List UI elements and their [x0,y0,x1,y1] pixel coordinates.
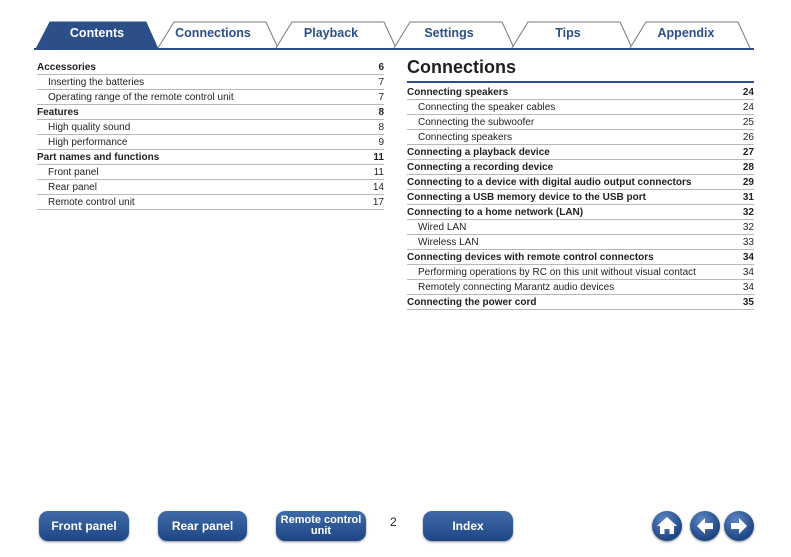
home-icon [652,511,682,541]
toc-label: Remote control unit [48,197,135,208]
toc-page-number: 24 [742,102,754,113]
remote-control-unit-button[interactable] [276,511,366,541]
toc-label: Connecting to a home network (LAN) [407,207,584,218]
toc-page-number: 34 [742,252,754,263]
toc-page-number: 34 [742,282,754,293]
toc-heading-row[interactable] [407,145,754,160]
toc-subitem-row[interactable] [37,90,384,105]
toc-label: Accessories [37,62,96,73]
toc-label: Connecting the power cord [407,297,537,308]
rear-panel-button[interactable] [158,511,247,541]
toc-page-number: 9 [378,137,384,148]
toc-page-number: 32 [742,207,754,218]
toc-heading-row[interactable] [37,60,384,75]
toc-label: Connecting a recording device [407,162,554,173]
toc-label: Connecting the speaker cables [418,102,556,113]
forward-button[interactable] [724,511,754,541]
toc-subitem-row[interactable] [407,100,754,115]
toc-label: Connecting a USB memory device to the USB port [407,192,646,203]
toc-subitem-row[interactable] [407,115,754,130]
toc-subitem-row[interactable] [407,220,754,235]
toc-label: Part names and functions [37,152,160,163]
toc-subitem-row[interactable] [37,135,384,150]
toc-page-number: 25 [742,117,754,128]
toc-subitem-row[interactable] [37,165,384,180]
toc-label: Performing operations by RC on this unit without visual contact [418,267,696,278]
toc-subitem-row[interactable] [407,280,754,295]
toc-subitem-row[interactable] [37,180,384,195]
toc-label: Connecting to a device with digital audio output connectors [407,177,692,188]
toc-page-number: 14 [372,182,384,193]
front-panel-button[interactable] [39,511,129,541]
toc-heading-row[interactable] [407,160,754,175]
toc-heading-row[interactable] [407,250,754,265]
toc-label: Connecting speakers [407,87,509,98]
tab-playback[interactable]: Playback [303,26,359,40]
home-button[interactable] [652,511,682,541]
toc-page-number: 7 [378,77,384,88]
toc-heading-row[interactable] [407,85,754,100]
page-number: 2 [390,515,397,529]
toc-heading-row[interactable] [407,175,754,190]
index-label: Index [452,518,484,533]
toc-label: Features [37,107,79,118]
toc-page-number: 28 [742,162,754,173]
arrow-left-icon [690,511,720,541]
toc-heading-row[interactable] [407,205,754,220]
toc-subitem-row[interactable] [37,195,384,210]
toc-subitem-row[interactable] [37,75,384,90]
toc-heading-row[interactable] [37,150,384,165]
tab-appendix[interactable]: Appendix [657,26,715,40]
toc-label: High quality sound [48,122,131,133]
toc-label: Connecting speakers [418,132,512,143]
toc-label: Wired LAN [418,222,467,233]
toc-page-number: 7 [378,92,384,103]
toc-page-number: 8 [378,122,384,133]
toc-page-number: 17 [372,197,384,208]
toc-page-number: 6 [378,62,384,73]
remote-control-label-line1: Remote control [280,514,362,526]
toc-subitem-row[interactable] [37,120,384,135]
index-button[interactable] [423,511,513,541]
contents-list [37,60,384,210]
toc-page-number: 11 [373,152,384,163]
connections-list [407,85,754,310]
toc-page-number: 11 [373,167,384,178]
toc-page-number: 32 [742,222,754,233]
toc-heading-row[interactable] [407,190,754,205]
toc-page-number: 33 [742,237,754,248]
tab-contents[interactable]: Contents [69,26,125,40]
tab-tips[interactable]: Tips [555,26,581,40]
toc-subitem-row[interactable] [407,265,754,280]
toc-page-number: 8 [378,107,384,118]
toc-label: High performance [48,137,128,148]
toc-page-number: 35 [742,297,754,308]
toc-label: Front panel [48,167,99,178]
arrow-right-icon [724,511,754,541]
toc-page-number: 24 [742,87,754,98]
toc-label: Connecting a playback device [407,147,550,158]
toc-page-number: 26 [742,132,754,143]
toc-subitem-row[interactable] [407,130,754,145]
toc-label: Connecting devices with remote control connectors [407,252,654,263]
back-button[interactable] [690,511,720,541]
tab-settings[interactable]: Settings [424,26,474,40]
front-panel-label: Front panel [51,518,117,533]
toc-label: Operating range of the remote control unit [48,92,234,103]
toc-label: Remotely connecting Marantz audio devices [418,282,615,293]
tab-rule [34,48,754,50]
remote-control-label-line2: unit [310,525,332,537]
toc-page-number: 34 [742,267,754,278]
toc-page-number: 29 [742,177,754,188]
toc-page-number: 27 [742,147,754,158]
toc-label: Inserting the batteries [48,77,145,88]
toc-label: Wireless LAN [418,237,479,248]
toc-heading-row[interactable] [407,295,754,310]
rear-panel-label: Rear panel [171,518,234,533]
toc-page-number: 31 [742,192,754,203]
tab-connections[interactable]: Connections [175,26,251,40]
toc-label: Connecting the subwoofer [418,117,535,128]
section-title: Connections [407,57,517,77]
section-rule [407,81,754,83]
toc-heading-row[interactable] [37,105,384,120]
toc-label: Rear panel [48,182,97,193]
toc-subitem-row[interactable] [407,235,754,250]
